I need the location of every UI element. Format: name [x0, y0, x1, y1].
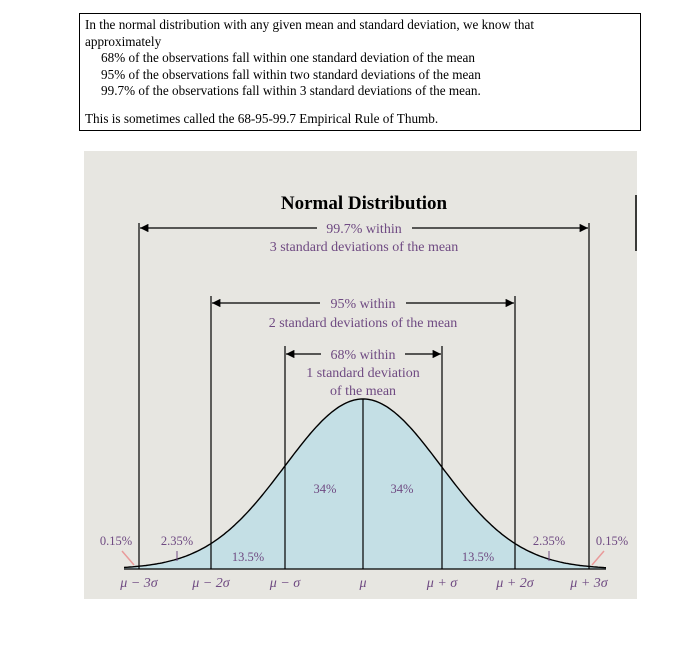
pct-34-left: 34%: [313, 482, 337, 496]
pct-34-right: 34%: [390, 482, 414, 496]
pct-0-15-left: 0.15%: [99, 534, 133, 548]
range-3sd-label-2: 3 standard deviations of the mean: [269, 240, 459, 255]
intro-line-1: In the normal distribution with any given mean and standard deviation, we know that: [85, 17, 535, 32]
range-2sd-label-1: 95% within: [330, 297, 396, 312]
pct-13-5-right: 13.5%: [461, 550, 495, 564]
intro-text-box: [79, 13, 641, 131]
pct-2-35-left: 2.35%: [160, 534, 194, 548]
range-1sd-label-1: 68% within: [330, 348, 396, 363]
rule-68: 68% of the observations fall within one standard deviation of the mean: [101, 50, 475, 65]
range-1sd-label-3: of the mean: [329, 384, 397, 399]
pct-13-5-left: 13.5%: [231, 550, 265, 564]
range-2sd-label-2: 2 standard deviations of the mean: [268, 316, 458, 331]
axis-label-mu: μ: [359, 576, 367, 591]
normal-distribution-figure: [84, 151, 637, 599]
axis-label-mu-minus-sigma: μ − σ: [269, 576, 301, 591]
pct-0-15-right: 0.15%: [595, 534, 629, 548]
intro-line-2: approximately: [85, 33, 162, 49]
range-1sd-label-2: 1 standard deviation: [306, 366, 420, 381]
rule-95: 95% of the observations fall within two standard deviations of the mean: [101, 66, 481, 82]
axis-label-mu-plus-2sigma: μ + 2σ: [496, 576, 534, 591]
axis-label-mu-plus-3sigma: μ + 3σ: [570, 576, 608, 591]
axis-label-mu-minus-2sigma: μ − 2σ: [192, 576, 230, 591]
axis-label-mu-plus-sigma: μ + σ: [426, 576, 458, 591]
range-3sd-label-1: 99.7% within: [326, 222, 402, 237]
intro-footer: This is sometimes called the 68-95-99.7 Empirical Rule of Thumb.: [85, 110, 439, 126]
pct-2-35-right: 2.35%: [532, 534, 566, 548]
figure-title: Normal Distribution: [280, 193, 448, 214]
rule-99-7: 99.7% of the observations fall within 3 standard deviations of the mean.: [101, 83, 481, 98]
axis-label-mu-minus-3sigma: μ − 3σ: [120, 576, 158, 591]
